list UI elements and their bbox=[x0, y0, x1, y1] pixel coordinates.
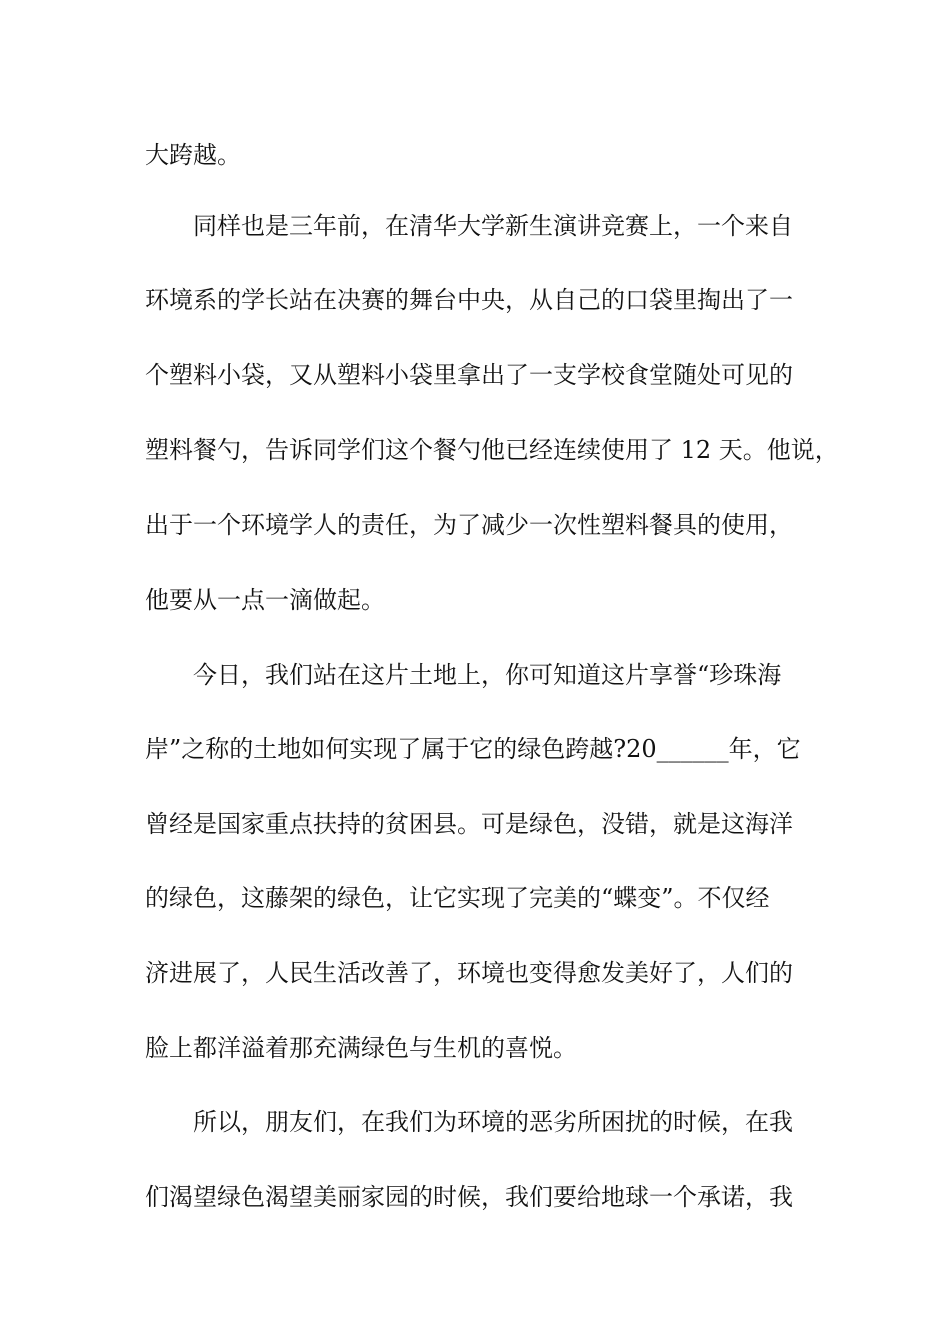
text-line: 塑料餐勺，告诉同学们这个餐勺他已经连续使用了 12 天。他说， bbox=[145, 436, 839, 464]
text-line: 环境系的学长站在决赛的舞台中央，从自己的口袋里掏出了一 bbox=[145, 286, 793, 314]
text-line: 出于一个环境学人的责任，为了减少一次性塑料餐具的使用， bbox=[145, 511, 793, 539]
paragraph-start-line: 所以，朋友们，在我们为环境的恶劣所困扰的时候，在我 bbox=[193, 1108, 793, 1136]
text-line: 脸上都洋溢着那充满绿色与生机的喜悦。 bbox=[145, 1034, 577, 1062]
text-line: 个塑料小袋，又从塑料小袋里拿出了一支学校食堂随处可见的 bbox=[145, 361, 793, 389]
text-line: 大跨越。 bbox=[145, 141, 241, 169]
text-line: 他要从一点一滴做起。 bbox=[145, 586, 385, 614]
text-line: 的绿色，这藤架的绿色，让它实现了完美的“蝶变”。不仅经 bbox=[145, 884, 770, 912]
text-line: 岸”之称的土地如何实现了属于它的绿色跨越?20______年，它 bbox=[145, 735, 801, 763]
text-line: 济进展了，人民生活改善了，环境也变得愈发美好了，人们的 bbox=[145, 959, 793, 987]
paragraph-start-line: 今日，我们站在这片土地上，你可知道这片享誉“珍珠海 bbox=[193, 661, 782, 689]
paragraph-start-line: 同样也是三年前，在清华大学新生演讲竞赛上，一个来自 bbox=[193, 212, 793, 240]
text-line: 们渴望绿色渴望美丽家园的时候，我们要给地球一个承诺，我 bbox=[145, 1183, 793, 1211]
text-line: 曾经是国家重点扶持的贫困县。可是绿色，没错，就是这海洋 bbox=[145, 810, 793, 838]
